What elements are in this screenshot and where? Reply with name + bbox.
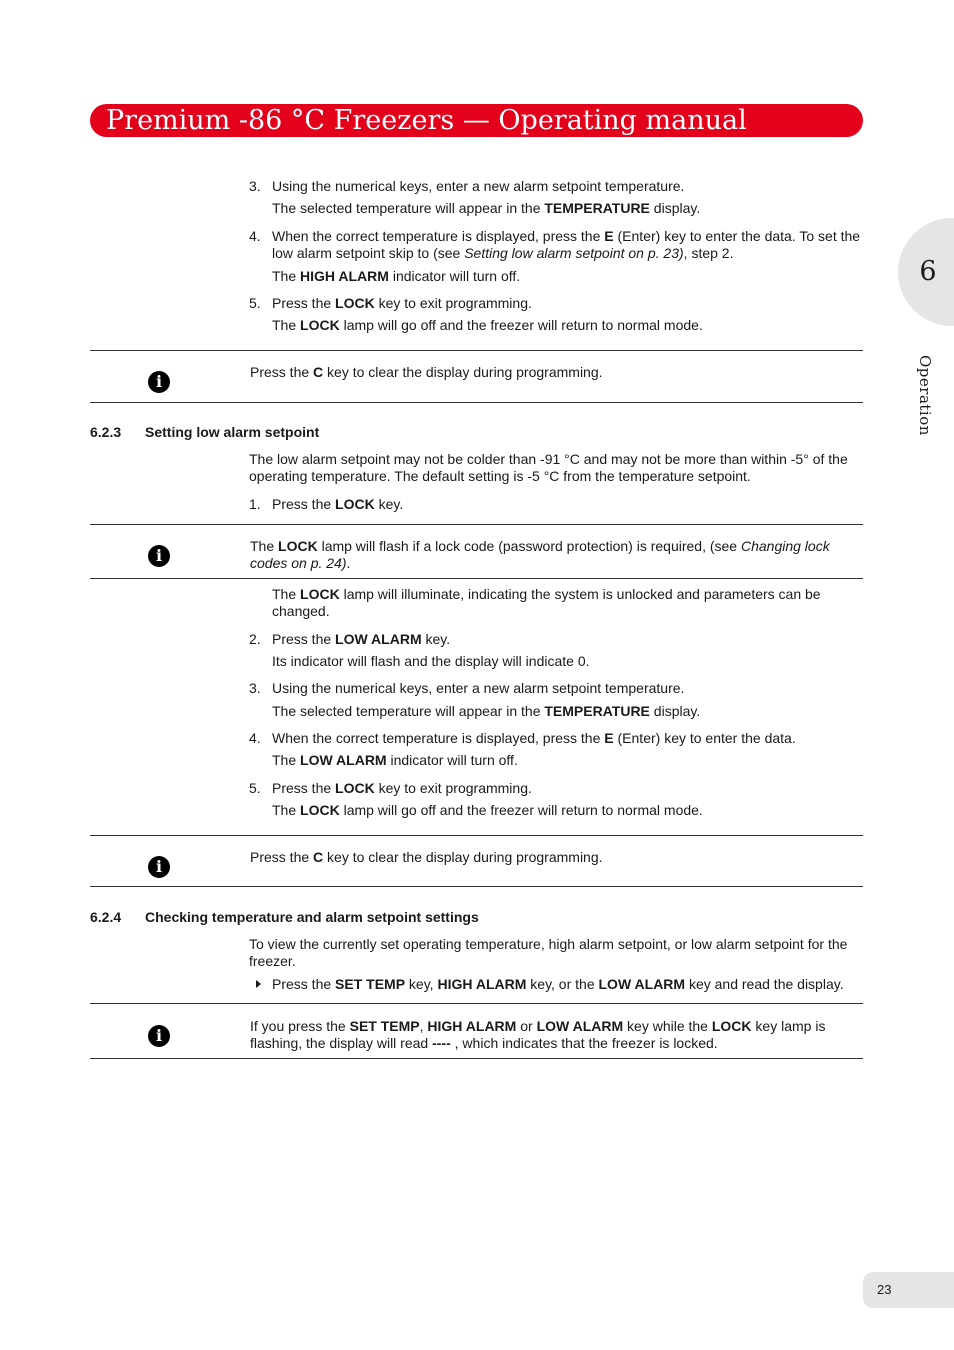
step-number: 2. [249,631,261,647]
step-text: Press the LOW ALARM key. [272,631,451,647]
info-icon: i [148,371,170,393]
header-bar [90,104,863,137]
note-text: Press the C key to clear the display during programming. [250,849,603,865]
step-result: Its indicator will flash and the display will indicate 0. [272,653,590,669]
step-result: The LOCK lamp will go off and the freezer will return to normal mode. [272,317,703,333]
arrow-right-icon [256,980,261,988]
page-title: Premium -86 °C Freezers — Operating manual [106,105,747,136]
step-number: 3. [249,680,261,696]
step-result: The selected temperature will appear in the TEMPERATURE display. [272,200,701,216]
divider [90,350,863,351]
info-icon: i [148,1025,170,1047]
step-number: 3. [249,178,261,194]
step-result: The LOCK lamp will illuminate, indicating the system is unlocked and parameters can be changed. [272,586,821,619]
divider [90,578,863,579]
step-text: Press the LOCK key to exit programming. [272,295,532,311]
divider [90,835,863,836]
note-text: Press the C key to clear the display during programming. [250,364,603,380]
divider [90,886,863,887]
action-text: Press the SET TEMP key, HIGH ALARM key, or the LOW ALARM key and read the display. [272,976,844,992]
note-text: The LOCK lamp will flash if a lock code (password protection) is required, (see Changing lock codes on p. 24). [250,538,830,571]
step-text: When the correct temperature is displayed, press the E (Enter) key to enter the data. To set the low alarm setpoint skip to (see Setting low alarm setpoint on p. 23), step 2. [272,228,861,261]
divider [90,402,863,403]
step-result: The HIGH ALARM indicator will turn off. [272,268,521,284]
divider [90,1003,863,1004]
step-text: Press the LOCK key. [272,496,404,512]
step-result: The LOW ALARM indicator will turn off. [272,752,518,768]
section-title: Setting low alarm setpoint [145,424,320,440]
note-text: If you press the SET TEMP, HIGH ALARM or LOW ALARM key while the LOCK key lamp is flashing, the display will read ---- , which indicates that the freezer is locked. [250,1018,826,1051]
step-result: The selected temperature will appear in the TEMPERATURE display. [272,703,701,719]
step-text: Using the numerical keys, enter a new alarm setpoint temperature. [272,178,685,194]
info-icon: i [148,856,170,878]
step-text: Using the numerical keys, enter a new alarm setpoint temperature. [272,680,685,696]
divider [90,1058,863,1059]
section-intro: The low alarm setpoint may not be colder than -91 °C and may not be more than within -5° of the operating temperature. The default setting is -5 °C from the temperature setpoint. [249,451,848,484]
step-number: 1. [249,496,261,512]
info-icon: i [148,545,170,567]
section-number: 6.2.3 [90,424,122,440]
step-number: 4. [249,730,261,746]
chapter-label: Operation [916,355,934,436]
step-number: 5. [249,295,261,311]
cross-reference-link[interactable]: Setting low alarm setpoint on p. 23) [464,245,684,261]
step-number: 5. [249,780,261,796]
step-number: 4. [249,228,261,244]
section-intro: To view the currently set operating temperature, high alarm setpoint, or low alarm setpoint for the freezer. [249,936,848,969]
page-number: 23 [877,1282,892,1297]
divider [90,524,863,525]
chapter-number: 6 [919,256,937,287]
cross-reference-link[interactable]: Changing lock codes on p. 24) [250,538,830,571]
section-title: Checking temperature and alarm setpoint settings [145,909,479,925]
section-number: 6.2.4 [90,909,122,925]
step-text: Press the LOCK key to exit programming. [272,780,532,796]
step-text: When the correct temperature is displayed, press the E (Enter) key to enter the data. [272,730,796,746]
step-result: The LOCK lamp will go off and the freezer will return to normal mode. [272,802,703,818]
